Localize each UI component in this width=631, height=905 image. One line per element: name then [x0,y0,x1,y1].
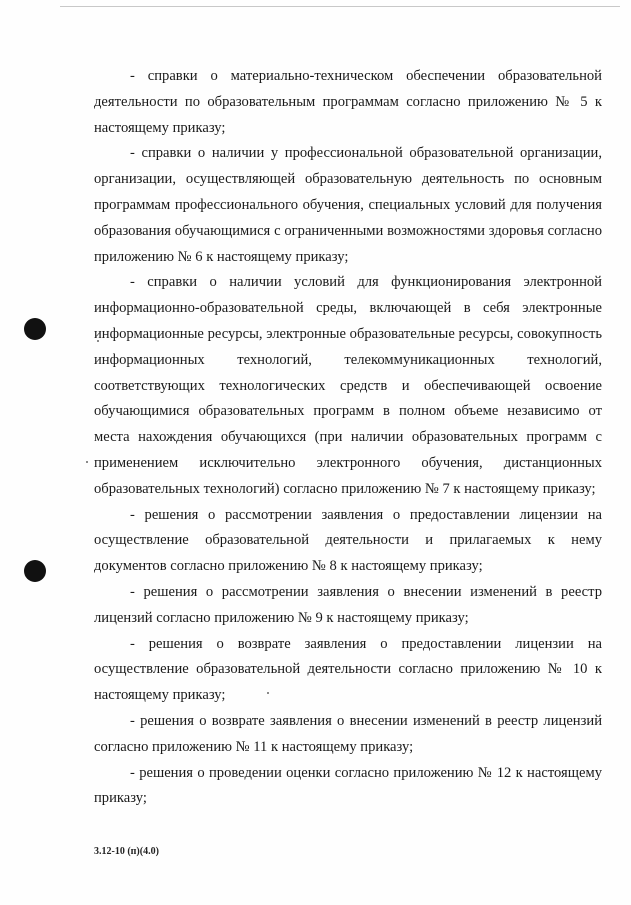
paragraph-item: - справки о наличии у профессиональной образовательной организации, организации, осуществляющей образовательную деятельность по основным программам профессионального обучения, специальных условий для получения образования обучающимися с ограниченными возможностями здоровья согласно приложению № 6 к настоящему приказу; [94,145,602,265]
paragraph-item: - решения о возврате заявления о предоставлении лицензии на осуществление образовательной деятельности согласно приложению № 10 к настоящему приказу; [94,635,602,704]
scan-speck [86,461,88,463]
punch-hole-top [24,318,46,340]
paragraph-item: - справки о материально-техническом обеспечении образовательной деятельности по образовательным программам согласно приложению № 5 к настоящему приказу; [94,68,602,136]
paragraph-item: - решения о рассмотрении заявления о предоставлении лицензии на осуществление образовательной деятельности и прилагаемых к нему документов согласно приложению № 8 к настоящему приказу; [94,506,602,575]
document-code: 3.12-10 (п)(4.0) [94,846,159,857]
paragraph-item: - решения о рассмотрении заявления о внесении изменений в реестр лицензий согласно приложению № 9 к настоящему приказу; [94,583,602,626]
paragraph-item: - справки о наличии условий для функционирования электронной информационно-образовательной среды, включающей в себя электронные информационные ресурсы, электронные образовательные ресурсы, совокупность информационных технологий, телекоммуникационных технологий, соответствующих технологических средств и обеспечивающей освоение обучающимися образовательных программ в полном объеме независимо от места нахождения обучающихся (при наличии образовательных программ с применением исключительно электронного обучения, дистанционных образовательных технологий) согласно приложению № 7 к настоящему приказу; [94,274,602,497]
top-edge-line [60,6,620,7]
paragraph-item: - решения о возврате заявления о внесении изменений в реестр лицензий согласно приложению № 11 к настоящему приказу; [94,712,602,755]
document-body [94,64,602,812]
punch-hole-bottom [24,560,46,582]
paragraph-item: - решения о проведении оценки согласно приложению № 12 к настоящему приказу; [94,764,602,807]
